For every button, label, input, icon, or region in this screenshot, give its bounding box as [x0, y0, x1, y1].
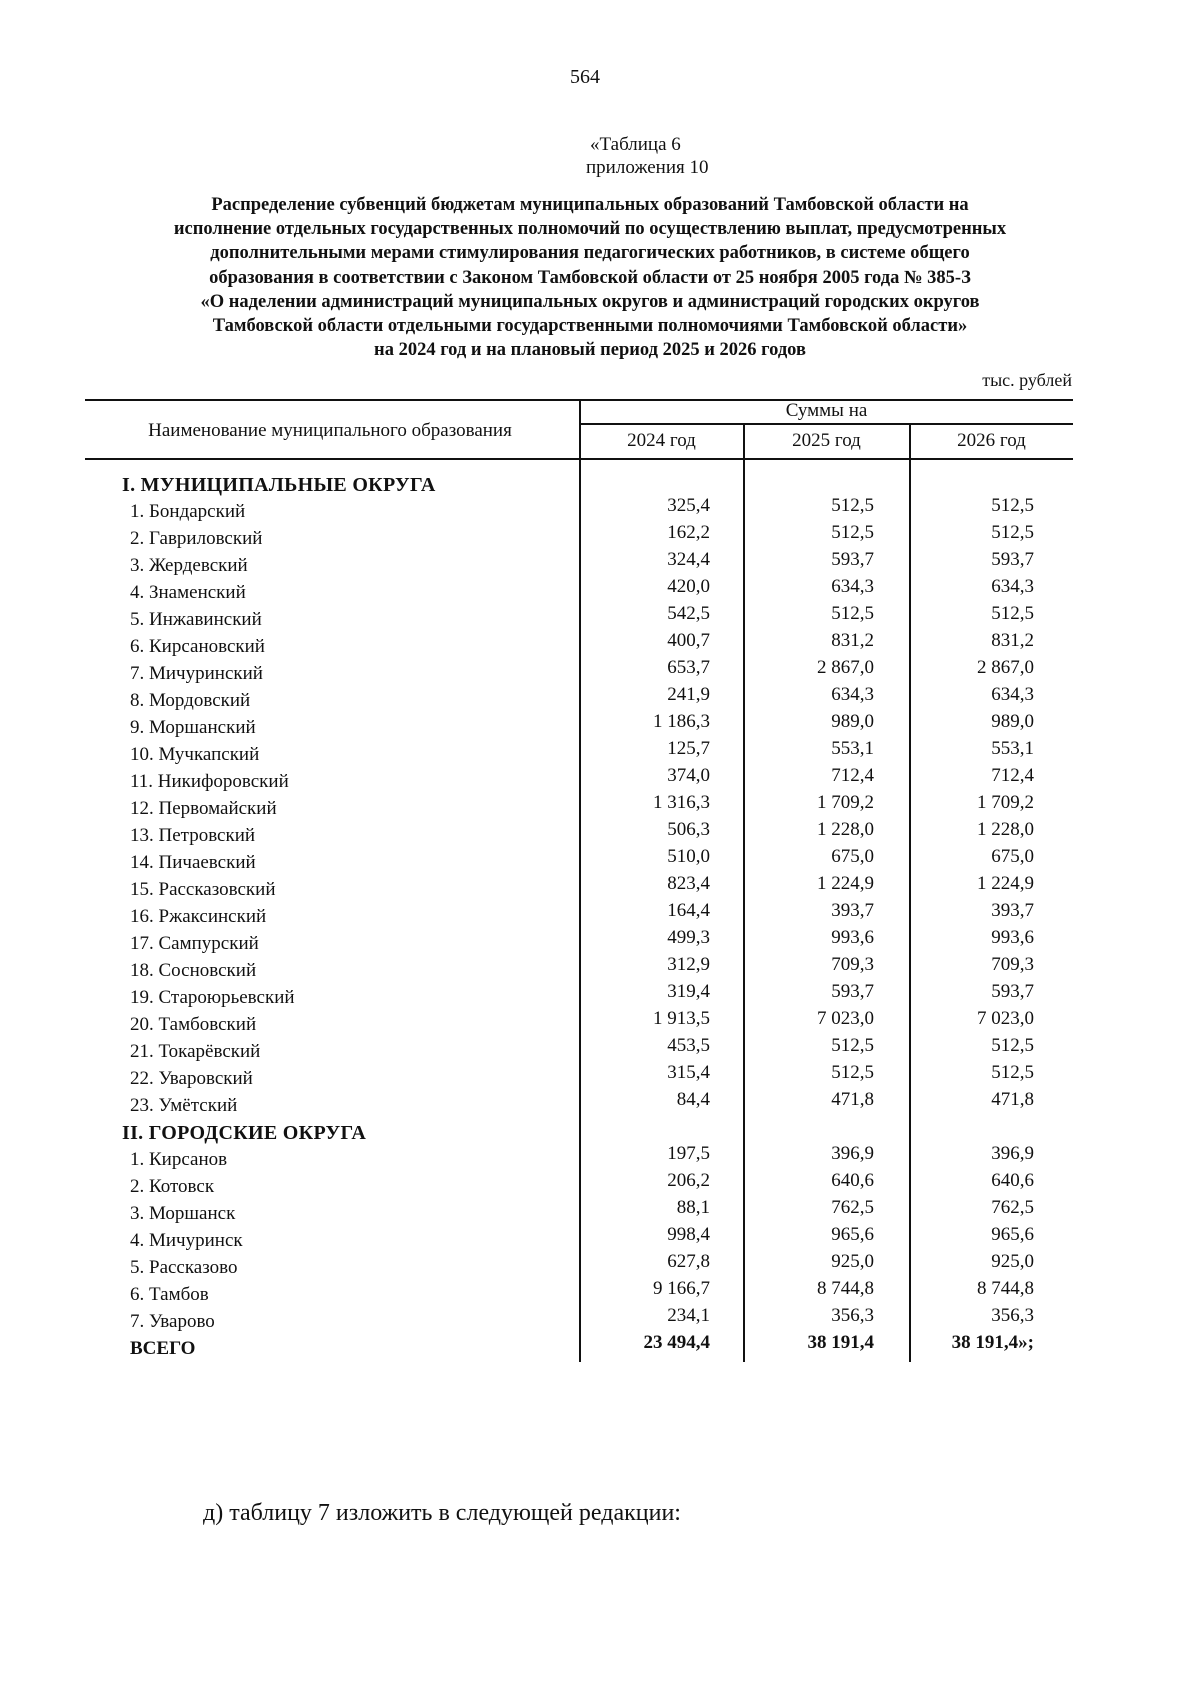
municipality-name: 16. Ржаксинский: [130, 906, 267, 927]
municipality-name: 22. Уваровский: [130, 1068, 253, 1089]
amount-2024: 1 186,3: [653, 711, 710, 732]
section-heading: I. МУНИЦИПАЛЬНЫЕ ОКРУГА: [122, 474, 436, 496]
title-line: Распределение субвенций бюджетам муниципальных образований Тамбовской области на: [211, 195, 969, 215]
municipality-name: 2. Гавриловский: [130, 528, 263, 549]
table-reference: «Таблица 6: [590, 134, 681, 155]
amount-2026: 634,3: [991, 684, 1034, 705]
amount-2026: 593,7: [991, 981, 1034, 1002]
amount-2025: 593,7: [831, 549, 874, 570]
municipality-name: 9. Моршанский: [130, 717, 256, 738]
amount-2024: 506,3: [667, 819, 710, 840]
amount-2024: 125,7: [667, 738, 710, 759]
amount-2025: 634,3: [831, 684, 874, 705]
municipality-name: 6. Тамбов: [130, 1284, 209, 1305]
amendment-text: д) таблицу 7 изложить в следующей редакции:: [203, 1500, 681, 1526]
amount-2026: 593,7: [991, 549, 1034, 570]
column-header-2024: 2024 год: [627, 430, 696, 451]
amount-2024: 998,4: [667, 1224, 710, 1245]
municipality-name: 10. Мучкапский: [130, 744, 260, 765]
amount-2025: 989,0: [831, 711, 874, 732]
amount-2024: 206,2: [667, 1170, 710, 1191]
amount-2025: 512,5: [831, 522, 874, 543]
amount-2024: 315,4: [667, 1062, 710, 1083]
amount-2024: 542,5: [667, 603, 710, 624]
amount-2026: 762,5: [991, 1197, 1034, 1218]
amount-2025: 965,6: [831, 1224, 874, 1245]
units-label: тыс. рублей: [982, 370, 1072, 390]
amount-2026: 675,0: [991, 846, 1034, 867]
amount-2024: 653,7: [667, 657, 710, 678]
amount-2024: 1 316,3: [653, 792, 710, 813]
municipality-name: 3. Моршанск: [130, 1203, 236, 1224]
amount-2026: 553,1: [991, 738, 1034, 759]
amount-2024: 374,0: [667, 765, 710, 786]
amount-2026: 471,8: [991, 1089, 1034, 1110]
municipality-name: 12. Первомайский: [130, 798, 277, 819]
amount-2026: 512,5: [991, 603, 1034, 624]
column-header-2026: 2026 год: [957, 430, 1026, 451]
column-header-2025: 2025 год: [792, 430, 861, 451]
amount-2024: 823,4: [667, 873, 710, 894]
municipality-name: 7. Мичуринский: [130, 663, 263, 684]
amount-2024: 499,3: [667, 927, 710, 948]
municipality-name: 19. Староюрьевский: [130, 987, 295, 1008]
municipality-name: 2. Котовск: [130, 1176, 215, 1197]
column-group-header: Суммы на: [785, 400, 868, 421]
amount-2026: 8 744,8: [977, 1278, 1034, 1299]
amount-2026: 709,3: [991, 954, 1034, 975]
municipality-name: 14. Пичаевский: [130, 852, 256, 873]
amount-2025: 553,1: [831, 738, 874, 759]
amount-2026: 640,6: [991, 1170, 1034, 1191]
amount-2024: 23 494,4: [643, 1332, 710, 1353]
municipality-name: 7. Уварово: [130, 1311, 215, 1332]
amount-2025: 356,3: [831, 1305, 874, 1326]
amount-2025: 640,6: [831, 1170, 874, 1191]
amount-2025: 471,8: [831, 1089, 874, 1110]
amount-2024: 234,1: [667, 1305, 710, 1326]
table-row: [0, 1089, 1200, 1122]
municipality-name: 11. Никифоровский: [130, 771, 289, 792]
amount-2024: 325,4: [667, 495, 710, 516]
amount-2025: 38 191,4: [807, 1332, 874, 1353]
amount-2025: 831,2: [831, 630, 874, 651]
amount-2024: 1 913,5: [653, 1008, 710, 1029]
amount-2025: 8 744,8: [817, 1278, 874, 1299]
title-line: на 2024 год и на плановый период 2025 и 2026 годов: [374, 340, 806, 361]
amount-2024: 400,7: [667, 630, 710, 651]
amount-2024: 9 166,7: [653, 1278, 710, 1299]
amount-2025: 1 224,9: [817, 873, 874, 894]
amount-2025: 709,3: [831, 954, 874, 975]
amount-2026: 1 224,9: [977, 873, 1034, 894]
amount-2025: 593,7: [831, 981, 874, 1002]
title-line: исполнение отдельных государственных полномочий по осуществлению выплат, предусмотренных: [173, 219, 1007, 240]
amount-2024: 197,5: [667, 1143, 710, 1164]
municipality-name: 18. Сосновский: [130, 960, 257, 981]
amount-2025: 634,3: [831, 576, 874, 597]
amount-2025: 512,5: [831, 603, 874, 624]
amount-2026: 925,0: [991, 1251, 1034, 1272]
municipality-name: 5. Рассказово: [130, 1257, 238, 1278]
amount-2024: 88,1: [676, 1197, 710, 1218]
municipality-name: 5. Инжавинский: [130, 609, 262, 630]
municipality-name: 8. Мордовский: [130, 690, 251, 711]
header-divider: [580, 423, 1073, 425]
amount-2024: 319,4: [667, 981, 710, 1002]
amount-2024: 164,4: [667, 900, 710, 921]
amount-2024: 510,0: [667, 846, 710, 867]
section-heading: II. ГОРОДСКИЕ ОКРУГА: [122, 1122, 367, 1144]
amount-2026: 7 023,0: [977, 1008, 1034, 1029]
amount-2025: 712,4: [831, 765, 874, 786]
title-line: образования в соответствии с Законом Тамбовской области от 25 ноября 2005 года № 385-З: [209, 267, 971, 288]
appendix-reference: приложения 10: [586, 157, 709, 178]
amount-2024: 84,4: [676, 1089, 710, 1110]
municipality-name: 15. Рассказовский: [130, 879, 276, 900]
title-line: Тамбовской области отдельными государственными полномочиями Тамбовской области»: [212, 316, 968, 337]
amount-2024: 324,4: [667, 549, 710, 570]
municipality-name: 1. Бондарский: [130, 501, 246, 522]
total-row: [0, 1332, 1200, 1365]
amount-2024: 162,2: [667, 522, 710, 543]
municipality-name: 17. Сампурский: [130, 933, 259, 954]
amount-2025: 1 709,2: [817, 792, 874, 813]
title-line: «О наделении администраций муниципальных округов и администраций городских округов: [200, 291, 980, 312]
amount-2025: 512,5: [831, 1035, 874, 1056]
amount-2026: 512,5: [991, 522, 1034, 543]
amount-2026: 396,9: [991, 1143, 1034, 1164]
municipality-name: ВСЕГО: [130, 1338, 196, 1359]
amount-2025: 675,0: [831, 846, 874, 867]
amount-2024: 453,5: [667, 1035, 710, 1056]
amount-2024: 312,9: [667, 954, 710, 975]
amount-2026: 1 228,0: [977, 819, 1034, 840]
amount-2025: 393,7: [831, 900, 874, 921]
amount-2024: 241,9: [667, 684, 710, 705]
page-number: 564: [570, 66, 600, 88]
amount-2025: 925,0: [831, 1251, 874, 1272]
amount-2026: 393,7: [991, 900, 1034, 921]
amount-2025: 512,5: [831, 1062, 874, 1083]
amount-2024: 627,8: [667, 1251, 710, 1272]
municipality-name: 3. Жердевский: [130, 555, 248, 576]
amount-2026: 965,6: [991, 1224, 1034, 1245]
municipality-name: 6. Кирсановский: [130, 636, 265, 657]
amount-2025: 2 867,0: [817, 657, 874, 678]
amount-2026: 712,4: [991, 765, 1034, 786]
amount-2024: 420,0: [667, 576, 710, 597]
amount-2025: 762,5: [831, 1197, 874, 1218]
amount-2026: 2 867,0: [977, 657, 1034, 678]
amount-2025: 1 228,0: [817, 819, 874, 840]
municipality-name: 4. Знаменский: [130, 582, 246, 603]
municipality-name: 20. Тамбовский: [130, 1014, 257, 1035]
amount-2026: 356,3: [991, 1305, 1034, 1326]
amount-2026: 831,2: [991, 630, 1034, 651]
amount-2025: 396,9: [831, 1143, 874, 1164]
municipality-name: 13. Петровский: [130, 825, 256, 846]
amount-2026: 989,0: [991, 711, 1034, 732]
municipality-name: 1. Кирсанов: [130, 1149, 228, 1170]
amount-2025: 7 023,0: [817, 1008, 874, 1029]
municipality-name: 4. Мичуринск: [130, 1230, 243, 1251]
amount-2026: 993,6: [991, 927, 1034, 948]
municipality-name: 23. Умётский: [130, 1095, 238, 1116]
amount-2026: 512,5: [991, 495, 1034, 516]
amount-2026: 512,5: [991, 1035, 1034, 1056]
title-line: дополнительными мерами стимулирования педагогических работников, в системе общего: [210, 243, 970, 264]
column-header-name: Наименование муниципального образования: [148, 420, 512, 441]
amount-2025: 993,6: [831, 927, 874, 948]
document-title: [95, 193, 1085, 362]
amount-2025: 512,5: [831, 495, 874, 516]
amount-2026: 1 709,2: [977, 792, 1034, 813]
amount-2026: 634,3: [991, 576, 1034, 597]
amount-2026: 512,5: [991, 1062, 1034, 1083]
municipality-name: 21. Токарёвский: [130, 1041, 261, 1062]
amount-2026: 38 191,4»;: [951, 1332, 1034, 1353]
